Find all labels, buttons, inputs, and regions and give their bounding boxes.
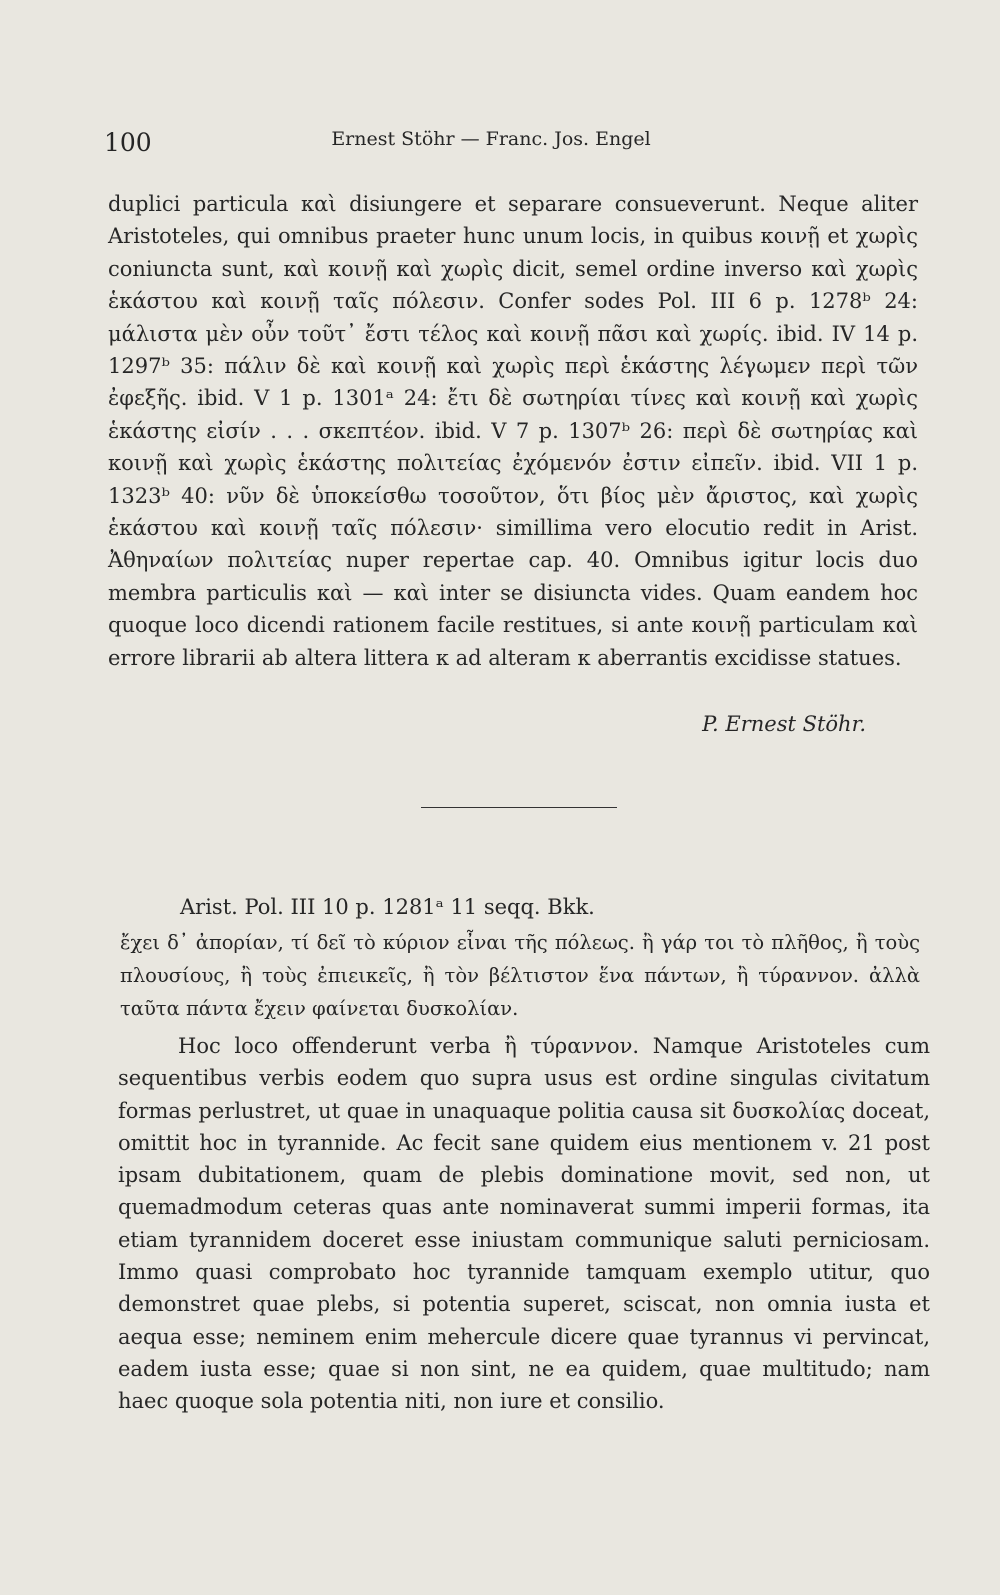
paragraph-engel: [118, 1030, 930, 1418]
greek-quotation: ἔχει δ᾽ ἀπορίαν, τί δεῖ τὸ κύριον εἶναι τῆς πόλεως. ἢ γάρ τοι τὸ πλῆθος, ἢ τοὺς πλουσίους, ἢ τοὺς ἐπιεικεῖς, ἢ τὸν βέλτιστον ἕνα πάντων, ἢ τύραννον. ἀλλὰ ταῦτα πάντα ἔχειν φαίνεται δυσκολίαν.: [120, 931, 920, 1020]
paragraph-stohr: duplici particula καὶ disiungere et separare consueverunt. Neque aliter Aristoteles, qui omnibus praeter hunc unum locis, in quibus κοινῇ et χωρὶς coniuncta sunt, καὶ κοινῇ καὶ χωρὶς dicit, semel ordine inverso καὶ χωρὶς ἑκάστου καὶ κοινῇ ταῖς πόλεσιν. Confer sodes Pol. III 6 p. 1278ᵇ 24: μάλιστα μὲν οὖν τοῦτ᾽ ἔστι τέλος καὶ κοινῇ πᾶσι καὶ χωρίς. ibid. IV 14 p. 1297ᵇ 35: πάλιν δὲ καὶ κοινῇ καὶ χωρὶς περὶ ἑκάστης λέγωμεν περὶ τῶν ἐφεξῆς. ibid. V 1 p. 1301ᵃ 24: ἔτι δὲ σωτηρίαι τίνες καὶ κοινῇ καὶ χωρὶς ἑκάστης εἰσίν . . . σκεπτέον. ibid. V 7 p. 1307ᵇ 26: περὶ δὲ σωτηρίας καὶ κοινῇ καὶ χωρὶς ἑκάστης πολιτείας ἐχόμενόν ἐστιν εἰπεῖν. ibid. VII 1 p. 1323ᵇ 40: νῦν δὲ ὑποκείσθω τοσοῦτον, ὅτι βίος μὲν ἄριστος, καὶ χωρὶς ἑκάστου καὶ κοινῇ ταῖς πόλεσιν· simillima vero elocutio redit in Arist. Ἀθηναίων πολιτείας nuper repertae cap. 40. Omnibus igitur locis duo membra particulis καὶ — καὶ inter se disiuncta vides. Quam eandem hoc quoque loco dicendi rationem facile restitues, si ante κοινῇ particulam καὶ errore librarii ab altera littera κ ad alteram κ aberrantis excidisse statues.: [108, 192, 918, 670]
section-heading: Arist. Pol. III 10 p. 1281ᵃ 11 seqq. Bkk.: [180, 895, 595, 919]
section-divider: [421, 807, 617, 808]
page-number: 100: [104, 128, 152, 157]
author-signature: P. Ernest Stöhr.: [702, 712, 866, 736]
paragraph-engel-text: Hoc loco offenderunt verba ἢ τύραννον. Namque Aristoteles cum sequentibus verbis eodem quo supra usus est ordine singulas civitatum formas perlustret, ut quae in unaquaque politia causa sit δυσκολίας doceat, omittit hoc in tyrannide. Ac fecit sane quidem eius mentionem v. 21 post ipsam dubitationem, quam de plebis dominatione movit, sed non, ut quemadmodum ceteras quas ante nominaverat summi imperii formas, ita etiam tyrannidem doceret esse iniustam communique saluti perniciosam. Immo quasi comprobato hoc tyrannide tamquam exemplo utitur, quo demonstret quae plebs, si potentia superet, sciscat, non omnia iusta et aequa esse; neminem enim mehercule dicere quae tyrannus vi pervincat, eadem iusta esse; quae si non sint, ne ea quidem, quae multitudo; nam haec quoque sola potentia niti, non iure et consilio.: [118, 1034, 930, 1414]
running-head: [104, 128, 918, 164]
running-title: Ernest Stöhr — Franc. Jos. Engel: [331, 128, 651, 150]
